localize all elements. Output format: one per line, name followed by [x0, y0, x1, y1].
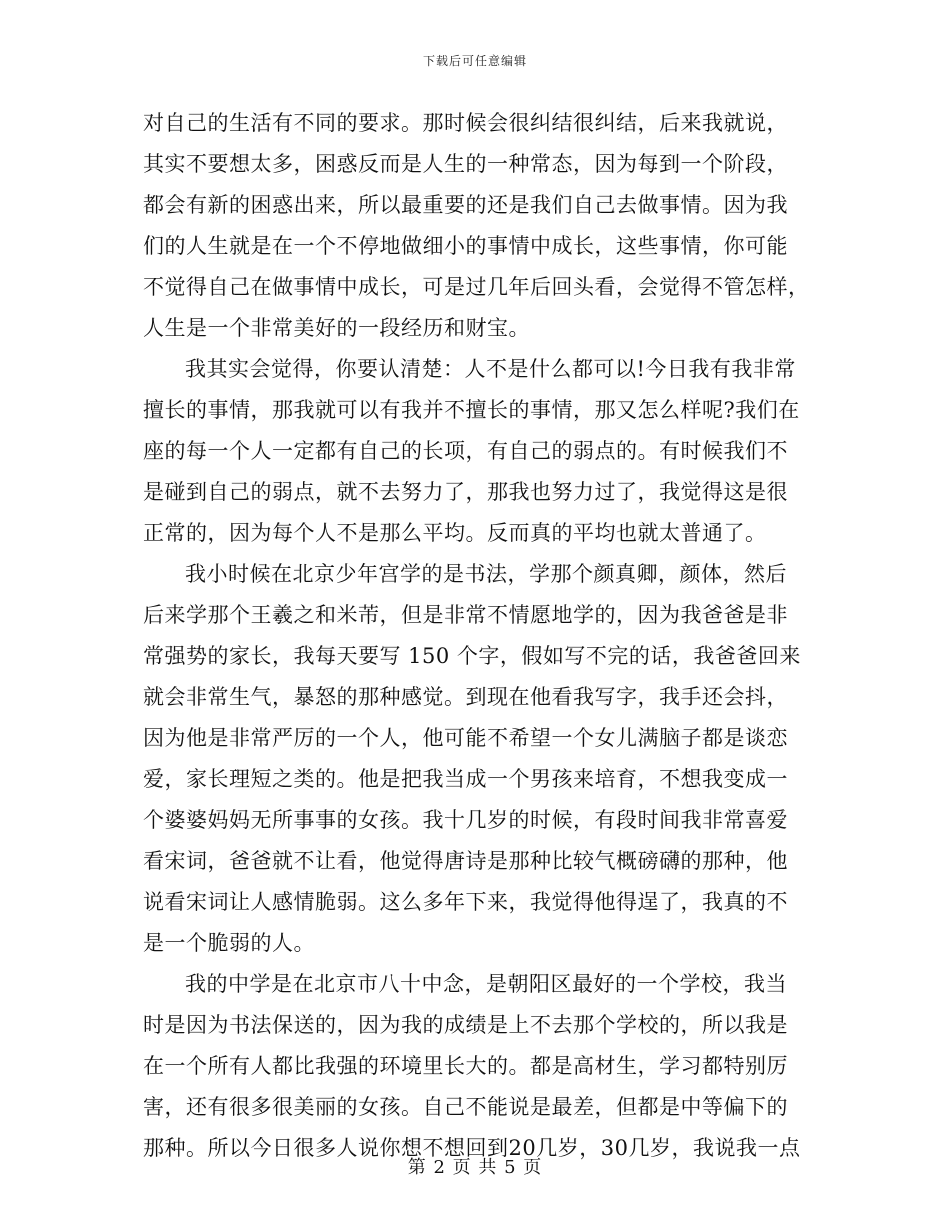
text-line: 就会非常生气，暴怒的那种感觉。到现在他看我写字，我手还会抖，: [143, 685, 788, 709]
page-header: 下载后可任意编辑: [422, 54, 527, 68]
text-line: 人生是一个非常美好的一段经历和财宝。: [143, 316, 530, 340]
text-line: 们的人生就是在一个不停地做细小的事情中成长，这些事情，你可能: [143, 234, 788, 258]
paragraph-first-line: 我其实会觉得，你要认清楚：人不是什么都可以!今日我有我非常: [185, 357, 796, 381]
text-line: 正常的，因为每个人不是那么平均。反而真的平均也就太普通了。: [143, 521, 767, 545]
paragraph-first-line: 我小时候在北京少年宫学的是书法，学那个颜真卿，颜体，然后: [185, 562, 787, 586]
text-line: 因为他是非常严厉的一个人，他可能不希望一个女儿满脑子都是谈恋: [143, 726, 788, 750]
text-line: 看宋词，爸爸就不让看，他觉得唐诗是那种比较气概磅礴的那种，他: [143, 849, 788, 873]
paragraph-first-line: 我的中学是在北京市八十中念，是朝阳区最好的一个学校，我当: [185, 972, 787, 996]
text-line: 不觉得自己在做事情中成长，可是过几年后回头看，会觉得不管怎样，: [143, 275, 810, 299]
text-line: 是一个脆弱的人。: [143, 931, 315, 955]
text-line: 说看宋词让人感情脆弱。这么多年下来，我觉得他得逞了，我真的不: [143, 890, 788, 914]
text-line: 爱，家长理短之类的。他是把我当成一个男孩来培育，不想我变成一: [143, 767, 788, 791]
text-line: 害，还有很多很美丽的女孩。自己不能说是最差，但都是中等偏下的: [143, 1095, 788, 1119]
text-line: 那种。所以今日很多人说你想不想回到20几岁，30几岁，我说我一点: [143, 1136, 801, 1160]
text-line: 个婆婆妈妈无所事事的女孩。我十几岁的时候，有段时间我非常喜爱: [143, 808, 788, 832]
text-line: 在一个所有人都比我强的环境里长大的。都是高材生，学习都特别厉: [143, 1054, 788, 1078]
text-line: 常强势的家长，我每天要写 150 个字，假如写不完的话，我爸爸回来: [143, 644, 801, 668]
text-line: 对自己的生活有不同的要求。那时候会很纠结很纠结，后来我就说，: [143, 111, 788, 135]
text-line: 其实不要想太多，困惑反而是人生的一种常态，因为每到一个阶段，: [143, 152, 788, 176]
text-line: 是碰到自己的弱点，就不去努力了，那我也努力过了，我觉得这是很: [143, 480, 788, 504]
text-line: 后来学那个王羲之和米芾，但是非常不情愿地学的，因为我爸爸是非: [143, 603, 788, 627]
text-line: 座的每一个人一定都有自己的长项，有自己的弱点的。有时候我们不: [143, 439, 788, 463]
text-line: 擅长的事情，那我就可以有我并不擅长的事情，那又怎么样呢?我们在: [143, 398, 800, 422]
page-footer: 第 2 页 共 5 页: [407, 1157, 543, 1178]
text-line: 都会有新的困惑出来，所以最重要的还是我们自己去做事情。因为我: [143, 193, 788, 217]
text-line: 时是因为书法保送的，因为我的成绩是上不去那个学校的，所以我是: [143, 1013, 788, 1037]
document-body: [143, 103, 811, 1169]
